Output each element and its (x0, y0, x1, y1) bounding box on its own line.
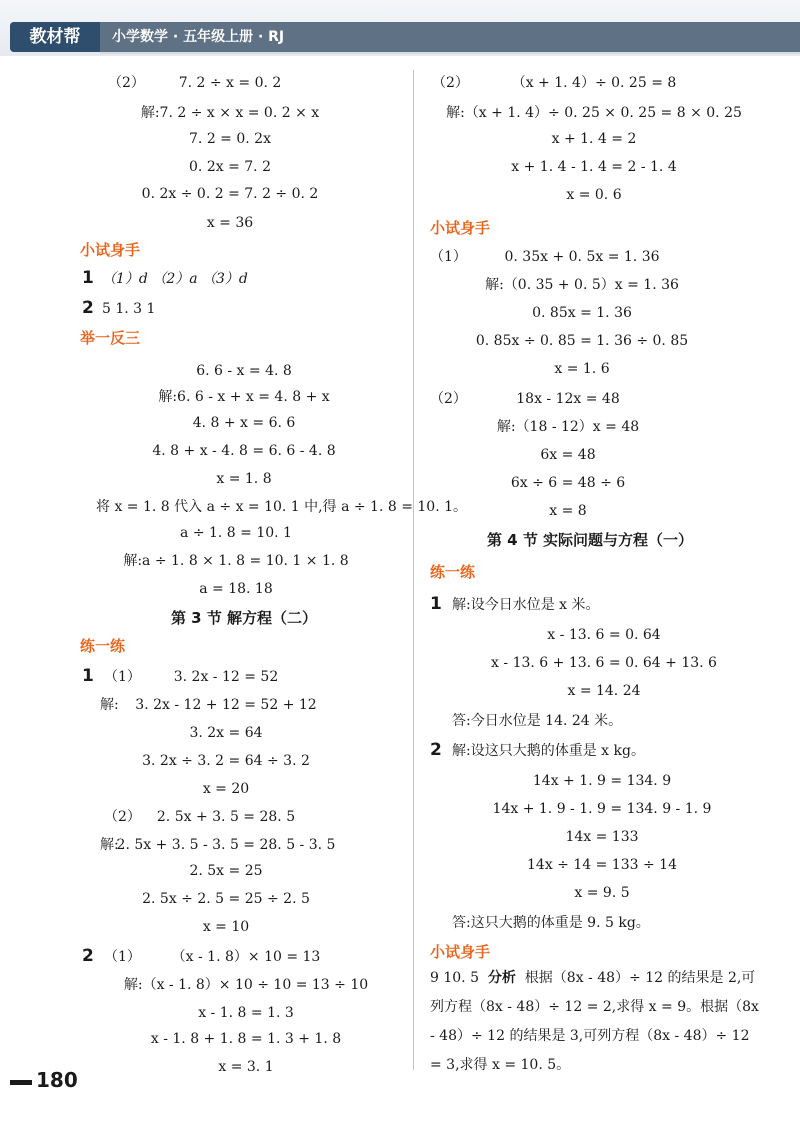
lianyi-heading: 练一练 (430, 563, 476, 581)
analysis-text: 根据（8x - 48）÷ 12 的结果是 2,可列方程（8x - 48）÷ 12 = 2,求得 x = 9。根据（8x - 48）÷ 12 的结果是 3,可列方程（8x - 48）÷ 12 = 3,求得 x = 10. 5。 (430, 970, 759, 1073)
equation-line: 3. 2x - 12 + 12 = 52 + 12 (135, 697, 317, 713)
equation-line: 3. 2x = 64 (189, 725, 263, 741)
equation-line: 18x - 12x = 48 (516, 391, 620, 407)
part-label: （2） (108, 75, 145, 91)
section-title: 第 3 节 解方程（二） (170, 609, 318, 627)
equation-line: x - 1. 8 + 1. 8 = 1. 3 + 1. 8 (150, 1031, 342, 1047)
answer-sentence: 答:今日水位是 14. 24 米。 (452, 713, 623, 729)
question-number: 1 (82, 666, 94, 686)
equation-line: 6x = 48 (540, 447, 596, 463)
equation-line: 2. 5x ÷ 2. 5 = 25 ÷ 2. 5 (142, 891, 310, 907)
solution-intro: 解:设这只大鹅的体重是 x kg。 (452, 743, 645, 759)
equation-line: 6x ÷ 6 = 48 ÷ 6 (510, 475, 626, 491)
analysis-paragraph (430, 964, 760, 1080)
equation-line: x = 9. 5 (574, 885, 630, 901)
equation-line: x = 14. 24 (567, 683, 641, 699)
equation-line: 7. 2 = 0. 2x (189, 131, 271, 147)
equation-line: 0. 2x ÷ 0. 2 = 7. 2 ÷ 0. 2 (141, 186, 319, 202)
xiaoshi-heading: 小试身手 (80, 241, 141, 259)
equation-line: 3. 2x - 12 = 52 (173, 669, 279, 685)
equation-line: 7. 2 ÷ x = 0. 2 (178, 75, 282, 91)
equation-line: 0. 35x + 0. 5x = 1. 36 (504, 249, 660, 265)
equation-line: （x + 1. 4）÷ 0. 25 = 8 (511, 75, 677, 91)
part-label: （1） (104, 669, 141, 685)
equation-line: 解:（0. 35 + 0. 5）x = 1. 36 (485, 277, 679, 293)
part-label: （2） (430, 391, 467, 407)
part-label: （1） (430, 249, 467, 265)
equation-line: x = 20 (202, 781, 250, 797)
equation-line: （x - 1. 8）× 10 = 13 (171, 949, 321, 965)
question-number: 1 (430, 594, 442, 614)
equation-line: 3. 2x ÷ 3. 2 = 64 ÷ 3. 2 (142, 753, 310, 769)
part-label: （1） (104, 949, 141, 965)
equation-line: x = 1. 8 (216, 471, 272, 487)
equation-line: 6. 6 - x = 4. 8 (196, 363, 292, 379)
equation-line: x - 13. 6 + 13. 6 = 0. 64 + 13. 6 (491, 655, 717, 671)
equation-line: 2. 5x + 3. 5 - 3. 5 = 28. 5 - 3. 5 (116, 837, 336, 853)
part-label: （2） (432, 75, 469, 91)
equation-line: x + 1. 4 = 2 (551, 131, 637, 147)
header-title: 小学数学 · 五年级上册 · RJ (112, 29, 285, 45)
answer-line: （1）d （2）a （3）d (102, 271, 248, 287)
equation-line: 4. 8 + x - 4. 8 = 6. 6 - 4. 8 (152, 443, 336, 459)
equation-line: 解:a ÷ 1. 8 × 1. 8 = 10. 1 × 1. 8 (123, 553, 349, 569)
equation-line: 14x + 1. 9 = 134. 9 (532, 773, 672, 789)
equation-line: 0. 2x = 7. 2 (189, 159, 271, 175)
column-divider (413, 70, 414, 1070)
juyi-heading: 举一反三 (80, 329, 141, 347)
equation-line: 解:（18 - 12）x = 48 (496, 419, 640, 435)
question-number: 2 (82, 298, 94, 318)
header-rule (100, 52, 800, 54)
equation-line: x - 13. 6 = 0. 64 (547, 627, 661, 643)
equation-line: 14x ÷ 14 = 133 ÷ 14 (527, 857, 677, 873)
equation-line: 2. 5x + 3. 5 = 28. 5 (156, 809, 296, 825)
equation-line: 14x = 133 (565, 829, 639, 845)
jie-label: 解: (100, 697, 119, 713)
section-title: 第 4 节 实际问题与方程（一） (486, 531, 694, 549)
question-number: 2 (430, 740, 442, 760)
xiaoshi-heading: 小试身手 (430, 219, 491, 237)
question-number: 1 (82, 268, 94, 288)
equation-line: x + 1. 4 - 1. 4 = 2 - 1. 4 (511, 159, 677, 175)
equation-line: a ÷ 1. 8 = 10. 1 (180, 525, 292, 541)
equation-line: 解:（x - 1. 8）× 10 ÷ 10 = 13 ÷ 10 (123, 977, 369, 993)
fenxi-label: 分析 (487, 970, 516, 986)
lianyi-heading: 练一练 (80, 637, 126, 655)
equation-line: 4. 8 + x = 6. 6 (192, 415, 296, 431)
equation-line: 0. 85x = 1. 36 (532, 305, 632, 321)
solution-intro: 解:设今日水位是 x 米。 (452, 597, 600, 613)
jie-label: 解: (100, 837, 119, 853)
equation-line: 解:（x + 1. 4）÷ 0. 25 × 0. 25 = 8 × 0. 25 (446, 105, 742, 121)
equation-line: x - 1. 8 = 1. 3 (198, 1005, 294, 1021)
page-header (0, 0, 800, 56)
substitution-sentence: 将 x = 1. 8 代入 a ÷ x = 10. 1 中,得 a ÷ 1. 8 = 10. 1。 (96, 499, 468, 515)
equation-line: x = 1. 6 (554, 361, 610, 377)
equation-line: 14x + 1. 9 - 1. 9 = 134. 9 - 1. 9 (492, 801, 712, 817)
page-number: 180 (36, 1068, 78, 1092)
equation-line: x = 36 (206, 215, 254, 231)
part-label: （2） (104, 809, 141, 825)
xiaoshi-heading: 小试身手 (430, 943, 491, 961)
equation-line: 2. 5x = 25 (189, 863, 263, 879)
equation-line: x = 3. 1 (218, 1059, 274, 1075)
equation-line: x = 0. 6 (566, 187, 622, 203)
answer-values: 9 10. 5 (430, 970, 479, 986)
equation-line: 0. 85x ÷ 0. 85 = 1. 36 ÷ 0. 85 (475, 333, 689, 349)
header-tag: 教材帮 (10, 22, 100, 52)
equation-line: x = 10 (202, 919, 250, 935)
equation-line: a = 18. 18 (199, 581, 273, 597)
equation-line: 解:7. 2 ÷ x × x = 0. 2 × x (140, 105, 320, 121)
equation-line: x = 8 (549, 503, 587, 519)
equation-line: 解:6. 6 - x + x = 4. 8 + x (158, 389, 330, 405)
page-number-bar (10, 1080, 32, 1085)
answer-line: 5 1. 3 1 (102, 301, 156, 317)
answer-sentence: 答:这只大鹅的体重是 9. 5 kg。 (452, 915, 650, 931)
question-number: 2 (82, 946, 94, 966)
